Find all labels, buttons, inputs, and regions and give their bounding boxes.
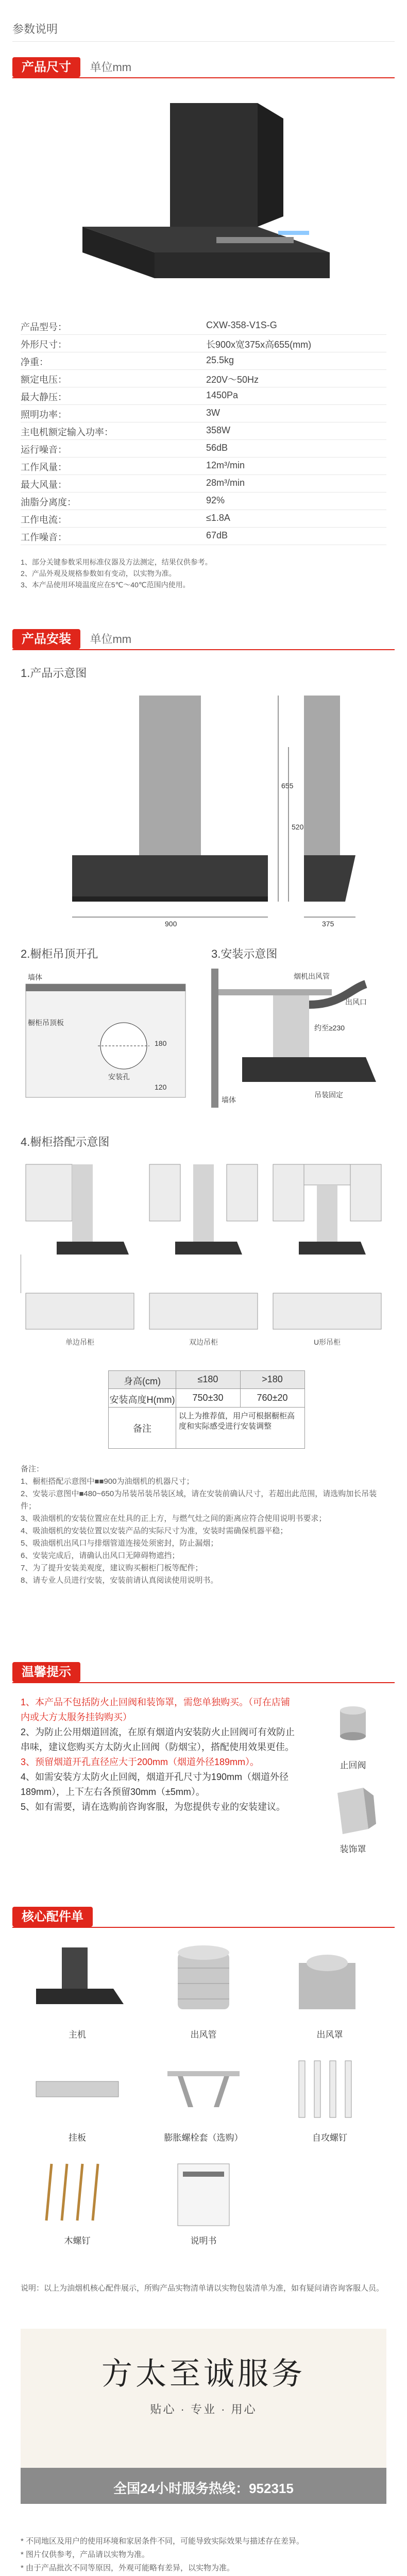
section-line (12, 1927, 395, 1928)
install-diagram (211, 969, 392, 1113)
mount-plate-image (21, 2050, 134, 2128)
spec-row: 外形尺寸： 长900x宽375x高655(mm) (21, 334, 386, 352)
tip-image-label: 装饰罩 (340, 1844, 366, 1854)
table-header: 身高(cm) (124, 1376, 161, 1386)
notes-title: 备注： (21, 1465, 44, 1473)
tips-tag: 温馨提示 (12, 1662, 80, 1682)
install-section-unit: 单位mm (90, 633, 132, 646)
tip-item: 2、为防止公用烟道回流，在原有烟道内安装防火止回阀可有效防止串味，建议您购买方太防火止回阀（防烟宝），搭配使用效果更佳。 (21, 1727, 295, 1752)
table-cell: 750±30 (192, 1393, 224, 1403)
table-cell: 760±20 (257, 1393, 288, 1403)
duct-image (147, 1942, 260, 2025)
expansion-bolt-image (147, 2050, 260, 2128)
layout-caption: U形吊柜 (313, 1338, 341, 1346)
table-cell: 以上为推荐值，用户可根据橱柜高度和实际感受进行安装调整 (179, 1412, 295, 1431)
spec-row: 最大静压： 1450Pa (21, 387, 386, 405)
accessory-label: 出风罩 (316, 2030, 343, 2040)
tapping-screw-image (273, 2050, 386, 2128)
footer-note: * 图片仅供参考，产品请以实物为准。 (21, 2550, 150, 2559)
range-hood-image (62, 98, 350, 304)
label-range: 约至≥230 (314, 1024, 345, 1032)
spec-note: 1、部分关键参数采用标准仪器及方法测定，结果仅供参考。 (21, 558, 212, 566)
label-hole: 安装孔 (108, 1073, 130, 1081)
service-hotline: 全国24小时服务热线：952315 (113, 2481, 294, 2496)
decor-cover-image (327, 1783, 379, 1839)
accessory-label: 说明书 (190, 2236, 217, 2246)
footer-note: * 不同地区及用户的使用环境和家居条件不同，可能导致实际效果与描述存在差异。 (21, 2537, 304, 2546)
spec-notes (21, 556, 381, 590)
spec-row: 工作风量： 12m³/min (21, 457, 386, 475)
note-item: 4、吸油烟机的安装位置以安装产品的实际尺寸为准，安装时需确保机器平稳； (21, 1527, 288, 1535)
outlet-cover-image (273, 1942, 386, 2025)
note-item: 1、橱柜搭配示意图中■■900为油烟机的机器尺寸； (21, 1477, 194, 1486)
size-section-unit: 单位mm (90, 61, 132, 74)
install-notes (21, 1463, 386, 1587)
tip-item: 4、如需安装方太防火止回阀，烟道开孔尺寸为190mm（烟道外径189mm），上下左右各预留30mm（±5mm）。 (21, 1772, 289, 1797)
spec-row: 主电机额定输入功率： 358W (21, 422, 386, 440)
service-hotline-banner (21, 2468, 386, 2504)
accessory-label: 自攻螺钉 (312, 2133, 347, 2143)
label-outlet: 出风口 (345, 998, 367, 1006)
service-brand-block (21, 2329, 386, 2468)
tip-images (319, 1700, 386, 1860)
header-divider (12, 41, 395, 42)
accessories-header (12, 1906, 93, 1924)
section-line (12, 77, 395, 78)
note-item: 5、吸油烟机出风口与排烟管道连接处须密封，防止漏烟； (21, 1539, 218, 1548)
accessory-label: 木螺钉 (64, 2236, 91, 2246)
dim-height-a: 655 (281, 782, 294, 790)
cabinet-hole-diagram (21, 969, 196, 1113)
layout-u (268, 1159, 386, 1334)
tip-item: 3、预留烟道开孔直径应大于200mm（烟道外径189mm）。 (21, 1757, 260, 1767)
spec-row: 额定电压： 220V～50Hz (21, 369, 386, 387)
fig2-title: 2.橱柜吊顶开孔 (21, 947, 98, 960)
spec-row: 工作电流： ≤1.8A (21, 510, 386, 528)
service-brand: 方太至诚服务 (101, 2357, 306, 2391)
height-table (108, 1370, 305, 1449)
spec-note: 2、产品外观及规格参数如有变动，以实物为准。 (21, 569, 176, 578)
tip-image-label: 止回阀 (340, 1760, 366, 1770)
layout-caption: 单边吊柜 (65, 1338, 94, 1346)
label-cabinet: 橱柜吊顶板 (28, 1019, 64, 1027)
tip-item: 1、本产品不包括防火止回阀和装饰罩，需您单独购买。（可在店铺内或大方太服务挂钩购买） (21, 1697, 291, 1722)
spec-row: 产品型号： CXW-358-V1S-G (21, 317, 386, 335)
install-section-tag: 产品安装 (12, 629, 80, 649)
note-item: 6、安装完成后，请确认出风口无障碍物遮挡； (21, 1551, 180, 1560)
fig3-title: 3.安装示意图 (211, 947, 278, 960)
note-item: 3、吸油烟机的安装位置应在灶具的正上方，与燃气灶之间的距离应符合使用说明书要求； (21, 1514, 327, 1523)
size-section-tag: 产品尺寸 (12, 57, 80, 77)
accessory-label: 膨胀螺栓套（选购） (164, 2133, 243, 2143)
page-title: 参数说明 (12, 23, 58, 36)
spec-row: 最大风量： 28m³/min (21, 474, 386, 493)
tip-item: 5、如有需要，请在选购前咨询客服，为您提供专业的安装建议。 (21, 1802, 286, 1812)
dim-depth: 375 (322, 920, 334, 928)
label-fix: 吊装固定 (314, 1091, 343, 1099)
dim-width: 900 (165, 920, 177, 928)
install-section-header (12, 629, 131, 647)
footer-note: * 由于产品批次不同等原因，外观可能略有差异，以实物为准。 (21, 2564, 235, 2572)
size-section-header (12, 57, 131, 75)
layout-single (21, 1159, 139, 1334)
cabinet-layouts (21, 1159, 386, 1355)
accessory-label: 出风管 (190, 2030, 217, 2040)
table-header: >180 (262, 1374, 283, 1384)
product-dimension-diagram (36, 685, 371, 933)
layout-caption: 双边吊柜 (189, 1338, 218, 1346)
service-slogan: 贴心 · 专业 · 用心 (150, 2403, 257, 2416)
spec-row: 照明功率： 3W (21, 404, 386, 422)
label-duct: 烟机出风管 (294, 972, 330, 980)
note-item: 2、安装示意图中■480~650为吊装吊装吊装区域，请在安装前确认尺寸，若超出此范围，请选购加长吊装件； (21, 1489, 377, 1511)
spec-row: 净重： 25.5kg (21, 352, 386, 370)
tips-header (12, 1662, 80, 1680)
label-d2: 120 (155, 1083, 167, 1091)
accessories-tag: 核心配件单 (12, 1907, 93, 1927)
table-cell: 备注 (133, 1423, 151, 1434)
spec-row: 工作噪音： 67dB (21, 527, 386, 545)
note-item: 7、为了提升安装美观度，建议购买橱柜门板等配件； (21, 1564, 203, 1572)
label-wall-3: 墙体 (222, 1096, 236, 1104)
dim-height-b: 520 (292, 823, 304, 831)
footer-notes (21, 2535, 386, 2576)
accessory-label: 挂板 (69, 2133, 86, 2143)
note-item: 8、请专业人员进行安装，安装前请认真阅读使用说明书。 (21, 1576, 218, 1585)
spec-row: 油脂分离度： 92% (21, 492, 386, 510)
fig1-title: 1.产品示意图 (21, 667, 87, 680)
section-line (12, 649, 395, 650)
manual-image (147, 2154, 260, 2231)
accessory-note: 说明：以上为油烟机核心配件展示，所购产品实物清单请以实物包装清单为准，如有疑问请咨询客服人员。 (21, 2284, 384, 2293)
accessory-grid (21, 1942, 386, 2251)
check-valve-image (327, 1700, 379, 1757)
main-unit-image (21, 1942, 134, 2025)
label-d1: 180 (155, 1039, 167, 1047)
spec-row: 运行噪音： 56dB (21, 439, 386, 457)
table-header: ≤180 (197, 1374, 218, 1384)
section-line (12, 1682, 395, 1683)
label-wall: 墙体 (28, 973, 42, 981)
layout-double (144, 1159, 263, 1334)
wood-screw-image (21, 2154, 134, 2231)
spec-note: 3、本产品使用环境温度应在5℃～40℃范围内使用。 (21, 581, 190, 589)
fig4-title: 4.橱柜搭配示意图 (21, 1136, 110, 1148)
accessory-label: 主机 (69, 2030, 86, 2040)
table-cell: 安装高度H(mm) (109, 1395, 175, 1405)
tips-list (21, 1695, 299, 1815)
